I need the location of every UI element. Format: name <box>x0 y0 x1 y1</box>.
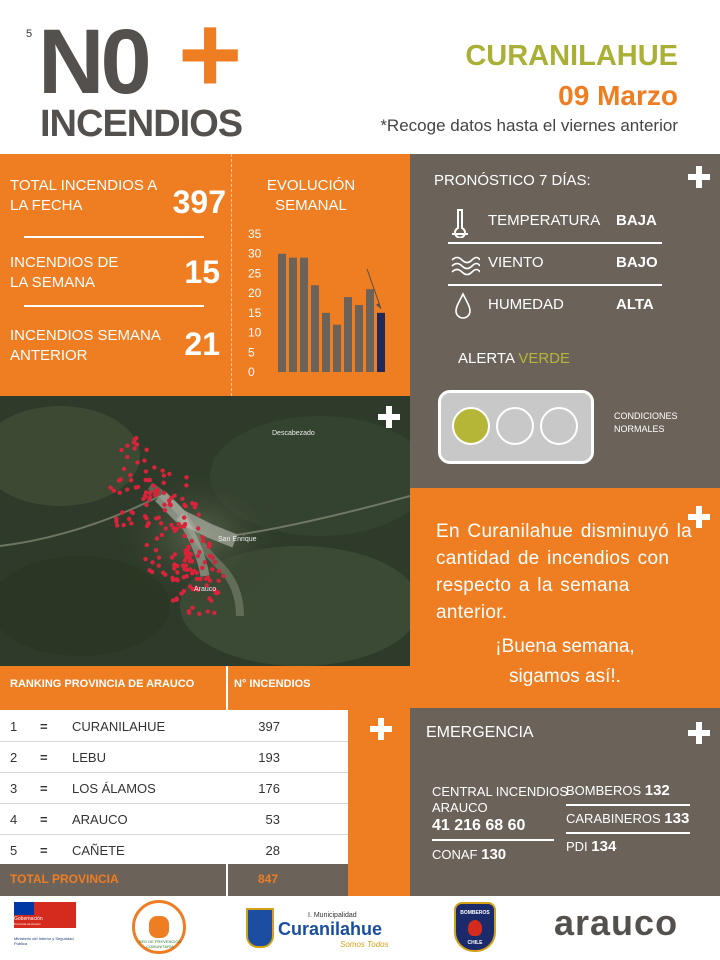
fire-marker <box>115 523 119 527</box>
fire-marker <box>133 438 137 442</box>
shield-icon <box>246 908 274 948</box>
fire-marker <box>162 491 166 495</box>
fire-marker <box>196 526 200 530</box>
fire-marker <box>143 557 147 561</box>
plus-icon[interactable] <box>688 166 710 188</box>
fire-marker <box>144 490 148 494</box>
fire-marker <box>179 524 183 528</box>
forecast-panel <box>410 154 720 488</box>
fire-marker <box>121 523 125 527</box>
fire-marker <box>217 569 221 573</box>
fire-marker <box>190 559 194 563</box>
fire-marker <box>145 524 149 528</box>
fire-map[interactable] <box>0 396 410 666</box>
pdi-line <box>566 838 616 855</box>
alert-light-off <box>540 407 578 445</box>
rank-count: 176 <box>258 781 280 796</box>
fire-marker <box>175 570 179 574</box>
divider <box>566 804 690 806</box>
alert-text <box>458 350 570 367</box>
gob-ministry: Ministerio del Interior y Seguridad Pública <box>14 936 74 946</box>
rank-count: 53 <box>265 812 280 827</box>
fire-marker <box>172 562 176 566</box>
orange-filler <box>348 666 410 896</box>
fire-marker <box>132 446 136 450</box>
rank-name: CAÑETE <box>72 843 125 858</box>
fire-marker <box>157 564 161 568</box>
fire-marker <box>144 516 148 520</box>
fire-marker <box>204 577 208 581</box>
fire-marker <box>184 483 188 487</box>
evolution-title: EVOLUCIÓN SEMANAL <box>266 177 356 214</box>
header-divider <box>226 666 228 710</box>
fire-marker <box>182 515 186 519</box>
y-tick-label: 30 <box>248 246 262 261</box>
divider <box>24 305 204 307</box>
conaf-label: CONAF <box>432 847 478 860</box>
rank-trend: = <box>40 719 48 734</box>
ranking-total-value: 847 <box>258 872 279 886</box>
fire-marker <box>152 465 156 469</box>
fire-marker <box>128 473 132 477</box>
fire-marker <box>146 478 150 482</box>
bar <box>333 325 341 372</box>
fire-marker <box>160 468 164 472</box>
fire-marker <box>174 577 178 581</box>
fire-marker <box>119 448 123 452</box>
fire-marker <box>153 489 157 493</box>
logo-top: N0 <box>38 11 148 113</box>
thermometer-icon <box>450 208 470 238</box>
fire-marker <box>161 571 165 575</box>
fire-marker <box>206 609 210 613</box>
muni-small: I. Municipalidad <box>308 912 357 919</box>
flame-icon <box>468 920 482 936</box>
fire-marker <box>125 487 129 491</box>
fire-marker <box>157 555 161 559</box>
red-prevencion-logo <box>132 900 186 954</box>
rank-count: 28 <box>265 843 280 858</box>
fire-marker <box>172 566 176 570</box>
ranking-header-name: RANKING PROVINCIA DE ARAUCO <box>10 678 195 690</box>
bomberos-number[interactable]: 132 <box>644 782 670 799</box>
alert-light-off <box>496 407 534 445</box>
fire-marker <box>135 460 139 464</box>
emergency-title: EMERGENCIA <box>426 724 534 741</box>
plus-icon[interactable] <box>688 722 710 744</box>
fire-marker <box>169 496 173 500</box>
fire-marker <box>197 513 201 517</box>
bomberos-logo <box>454 902 496 952</box>
fire-marker <box>125 455 129 459</box>
page-number: 5 <box>26 28 33 40</box>
map-label: San Enrique <box>218 536 257 543</box>
fire-marker <box>155 536 159 540</box>
rank-position: 1 <box>10 719 18 734</box>
wind-icon <box>450 254 480 278</box>
table-row <box>0 710 348 742</box>
alert-prefix: ALERTA <box>458 350 515 367</box>
table-row <box>0 741 348 773</box>
fire-marker <box>118 491 122 495</box>
fire-marker <box>112 489 116 493</box>
forecast-title: PRONÓSTICO 7 DÍAS: <box>434 172 591 189</box>
fire-marker <box>144 469 148 473</box>
central-number[interactable]: 41 216 68 60 <box>432 817 526 834</box>
message-text: En Curanilahue disminuyó la cantidad de incendios con respecto a la semana anterior. <box>436 521 692 623</box>
fire-marker <box>162 503 166 507</box>
alert-traffic-light <box>438 390 594 464</box>
bar <box>289 258 297 372</box>
rank-position: 5 <box>10 843 18 858</box>
bar <box>322 313 330 372</box>
table-row <box>0 834 348 866</box>
fire-marker <box>148 495 152 499</box>
fire-marker <box>186 545 190 549</box>
logo <box>38 0 268 145</box>
divider <box>448 242 662 244</box>
stat-label-prev-week: INCENDIOS SEMANA ANTERIOR <box>10 327 161 364</box>
fire-marker <box>195 577 199 581</box>
date-title: 09 Marzo <box>558 80 678 111</box>
rank-name: LOS ÁLAMOS <box>72 781 156 796</box>
fire-marker <box>207 545 211 549</box>
bar-current-week <box>377 313 385 372</box>
map-label: Arauco <box>194 586 217 593</box>
central-label-2: ARAUCO <box>432 800 488 815</box>
alert-level: VERDE <box>518 350 570 367</box>
fire-marker <box>114 519 118 523</box>
fire-marker <box>200 566 204 570</box>
ranking-total-row <box>0 864 348 896</box>
central-label-1: CENTRAL INCENDIOS <box>432 784 569 799</box>
fire-marker <box>200 535 204 539</box>
fire-marker <box>174 596 178 600</box>
forecast-value-humidity: ALTA <box>616 296 654 313</box>
fire-marker <box>183 504 187 508</box>
forecast-value-wind: BAJO <box>616 254 658 271</box>
rank-position: 4 <box>10 812 18 827</box>
rank-count: 397 <box>258 719 280 734</box>
fire-marker <box>221 574 225 578</box>
fire-marker <box>195 571 199 575</box>
fire-marker <box>119 477 123 481</box>
city-title: CURANILAHUE <box>465 40 678 72</box>
fire-marker <box>108 485 112 489</box>
fire-marker <box>122 467 126 471</box>
ranking-total-label: TOTAL PROVINCIA <box>10 872 119 886</box>
rank-name: CURANILAHUE <box>72 719 166 734</box>
fire-marker <box>208 554 212 558</box>
fire-marker <box>190 539 194 543</box>
bar <box>311 285 319 372</box>
fire-marker <box>210 567 214 571</box>
fire-marker <box>134 485 138 489</box>
fire-marker <box>185 574 189 578</box>
stats-panel <box>0 154 410 396</box>
emergency-panel <box>410 708 720 896</box>
rank-trend: = <box>40 843 48 858</box>
pdi-label: PDI <box>566 839 588 854</box>
alert-light-green <box>452 407 490 445</box>
fire-marker <box>193 505 197 509</box>
pdi-number[interactable]: 134 <box>591 838 617 855</box>
fire-marker <box>150 560 154 564</box>
forecast-label-humidity: HUMEDAD <box>488 296 564 313</box>
message-closing-2: sigamos así!. <box>509 666 621 687</box>
rank-position: 3 <box>10 781 18 796</box>
fire-marker <box>125 444 129 448</box>
ranking-table <box>0 666 350 896</box>
fire-marker <box>197 612 201 616</box>
map-label: Descabezado <box>272 430 315 437</box>
y-tick-label: 20 <box>248 286 262 301</box>
ranking-header-count: N° INCENDIOS <box>234 678 311 690</box>
forecast-label-temperature: TEMPERATURA <box>488 212 601 229</box>
fire-marker <box>127 517 131 521</box>
bomberos-label: BOMBEROS <box>566 783 642 798</box>
footer <box>0 896 720 960</box>
fire-marker <box>190 606 194 610</box>
fire-marker <box>164 526 168 530</box>
fire-marker <box>216 590 220 594</box>
fire-marker <box>201 539 205 543</box>
fire-marker <box>120 510 124 514</box>
fire-marker <box>144 503 148 507</box>
fire-marker <box>129 510 133 514</box>
y-tick-label: 0 <box>248 365 255 379</box>
bomberos-logo-country: CHILE <box>467 940 483 946</box>
gobernacion-logo <box>14 902 76 954</box>
logo-plus: + <box>178 0 243 116</box>
conaf-line <box>432 846 506 860</box>
total-divider <box>226 864 228 896</box>
gob-title: Gobernación <box>14 916 43 922</box>
fire-marker <box>152 484 156 488</box>
divider <box>432 839 554 841</box>
forecast-row-humidity <box>410 288 720 328</box>
y-tick-label: 15 <box>248 305 262 320</box>
rank-count: 193 <box>258 750 280 765</box>
fire-marker <box>185 568 189 572</box>
fire-marker <box>173 552 177 556</box>
fire-marker <box>144 448 148 452</box>
dashed-divider <box>231 154 232 396</box>
fire-marker <box>197 550 201 554</box>
fire-marker <box>190 501 194 505</box>
stat-value-week: 15 <box>184 254 220 290</box>
fire-marker <box>182 589 186 593</box>
fire-marker <box>184 563 188 567</box>
carabineros-label: CARABINEROS <box>566 811 661 826</box>
forecast-label-wind: VIENTO <box>488 254 544 271</box>
plus-icon[interactable] <box>378 406 400 428</box>
carabineros-number[interactable]: 133 <box>664 810 690 827</box>
muni-name: Curanilahue <box>278 919 383 939</box>
message-closing-1: ¡Buena semana, <box>495 636 635 657</box>
fire-marker <box>135 442 139 446</box>
data-note: *Recoge datos hasta el viernes anterior <box>380 116 678 135</box>
fire-marker <box>196 554 200 558</box>
forecast-row-wind <box>410 246 720 286</box>
forecast-value-temperature: BAJA <box>616 212 657 229</box>
table-row <box>0 803 348 835</box>
satellite-map <box>0 396 410 666</box>
fire-marker <box>173 529 177 533</box>
fire-marker <box>150 570 154 574</box>
bar <box>344 297 352 372</box>
bomberos-line <box>566 782 670 799</box>
y-tick-label: 25 <box>248 266 262 281</box>
fire-marker <box>159 521 163 525</box>
fire-marker <box>169 523 173 527</box>
fire-marker <box>187 609 191 613</box>
y-tick-label: 10 <box>248 325 262 340</box>
divider <box>448 284 662 286</box>
rank-name: ARAUCO <box>72 812 128 827</box>
fire-marker <box>162 473 166 477</box>
ranking-header <box>0 666 348 710</box>
fire-marker <box>203 560 207 564</box>
fire-marker <box>129 478 133 482</box>
bar <box>278 254 286 372</box>
municipalidad-logo <box>246 904 396 952</box>
fire-marker <box>167 472 171 476</box>
fire-marker <box>142 458 146 462</box>
conaf-number[interactable]: 130 <box>481 846 507 860</box>
y-tick-label: 5 <box>248 345 255 360</box>
bomberos-logo-text: BOMBEROS <box>460 910 490 916</box>
fire-marker <box>180 497 184 501</box>
fire-marker <box>163 508 167 512</box>
bar <box>300 258 308 372</box>
divider <box>24 236 204 238</box>
arauco-logo: arauco <box>554 902 679 943</box>
table-row <box>0 772 348 804</box>
fire-marker <box>154 516 158 520</box>
divider <box>566 832 690 834</box>
stat-value-total: 397 <box>172 184 226 220</box>
gob-sub: Provincia de Arauco <box>14 922 41 926</box>
fire-marker <box>160 533 164 537</box>
carabineros-line <box>566 810 689 827</box>
conditions-text: CONDICIONES NORMALES <box>614 411 678 434</box>
plus-icon[interactable] <box>370 718 392 740</box>
stat-value-prev-week: 21 <box>184 326 220 362</box>
fire-marker <box>212 611 216 615</box>
fire-marker <box>154 548 158 552</box>
fire-marker <box>209 598 213 602</box>
fire-marker <box>183 558 187 562</box>
red-text: RED DE PREVENCIÓN COMUNITARIA <box>138 939 182 949</box>
fire-marker <box>145 543 149 547</box>
fire-marker <box>148 491 152 495</box>
droplet-icon <box>454 292 472 320</box>
logo-bottom: INCENDIOS <box>40 103 243 145</box>
fire-marker <box>217 579 221 583</box>
fire-marker <box>187 552 191 556</box>
muni-tag: Somos Todos <box>340 940 389 949</box>
stat-label-week: INCENDIOS DE LA SEMANA <box>10 254 119 291</box>
hand-icon <box>149 916 169 938</box>
forecast-row-temperature <box>410 204 720 244</box>
fire-marker <box>213 560 217 564</box>
rank-trend: = <box>40 812 48 827</box>
bar <box>355 305 363 372</box>
message-panel <box>410 488 720 708</box>
evolution-chart <box>240 226 400 382</box>
stat-label-total: TOTAL INCENDIOS A LA FECHA <box>10 177 157 214</box>
fire-marker <box>162 481 166 485</box>
fire-marker <box>129 521 133 525</box>
rank-position: 2 <box>10 750 18 765</box>
rank-trend: = <box>40 781 48 796</box>
fire-marker <box>184 475 188 479</box>
rank-name: LEBU <box>72 750 106 765</box>
bar <box>366 289 374 372</box>
fire-marker <box>183 534 187 538</box>
y-tick-label: 35 <box>248 227 262 241</box>
rank-trend: = <box>40 750 48 765</box>
